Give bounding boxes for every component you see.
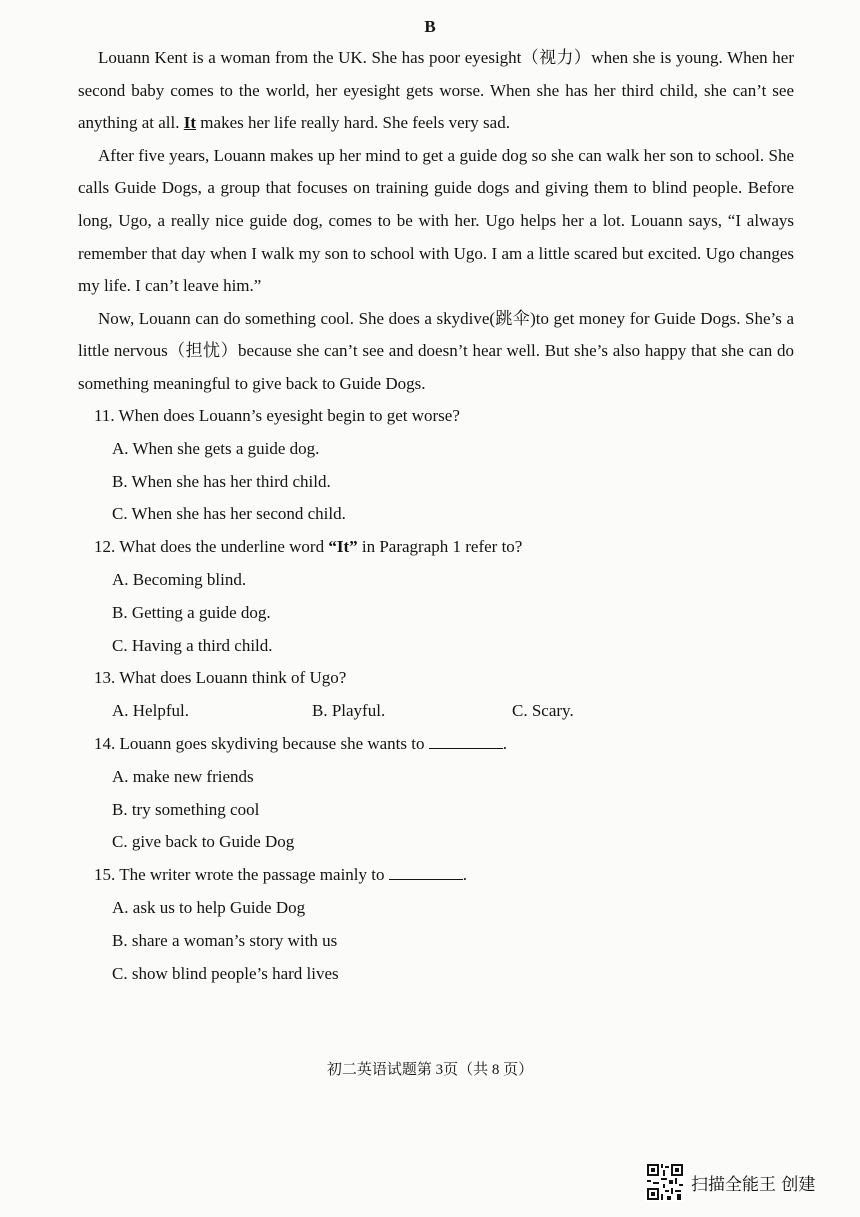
question-11-option-a: A. When she gets a guide dog. <box>112 438 320 458</box>
page-footer: 初二英语试题第 3页（共 8 页） <box>326 1062 534 1078</box>
question-13-option-b: B. Playful. <box>312 701 386 721</box>
question-12-stem <box>94 531 794 564</box>
question-12-option-b: B. Getting a guide dog. <box>112 602 271 622</box>
question-12-option-a: A. Becoming blind. <box>112 569 247 589</box>
paragraph-1-text-b: makes her life really hard. She feels very sad. <box>196 113 510 133</box>
question-15-option-a: A. ask us to help Guide Dog <box>112 897 306 917</box>
question-11-stem: 11. When does Louann’s eyesight begin to get worse? <box>94 406 460 425</box>
question-list <box>94 400 794 990</box>
question-14-option-a: A. make new friends <box>112 766 254 786</box>
paragraph-2: After five years, Louann makes up her mind to get a guide dog so she can walk her son to school. She calls Guide Dogs, a group that focuses on training guide dogs and giving them to blind people. Before long, Ugo, a really nice guide dog, comes to be with her. Ugo helps her a lot. Louann says, “I always remember that day when I walk my son to school with Ugo. I am a little scared but excited. Ugo changes my life. I can’t leave him.” <box>78 145 794 296</box>
reading-passage <box>78 42 794 401</box>
question-13-option-a: A. Helpful. <box>112 701 189 721</box>
question-14-stem-b: . <box>502 733 507 753</box>
paragraph-1 <box>78 42 794 140</box>
question-12-stem-c: in Paragraph 1 refer to? <box>357 537 523 557</box>
paragraph-1-text-a: Louann Kent is a woman from the UK. She has poor eyesight（视力）when she is young. When her second baby comes to the world, her eyesight gets worse. When she has her third child, she can’t see anything at all. <box>78 48 794 133</box>
question-13-stem: 13. What does Louann think of Ugo? <box>94 668 347 688</box>
question-13-options <box>94 695 794 728</box>
question-11-option-c: C. When she has her second child. <box>112 504 346 524</box>
question-12-option-c: C. Having a third child. <box>112 635 273 655</box>
question-15-stem <box>94 859 794 892</box>
question-15-stem-b: . <box>462 865 467 885</box>
paragraph-3: Now, Louann can do something cool. She does a skydive(跳伞)to get money for Guide Dogs. She’s a little nervous（担忧）because she can’t see and doesn’t hear well. But she’s also happy that she can do something meaningful to give back to Guide Dogs. <box>78 308 794 393</box>
question-13-option-c: C. Scary. <box>512 701 574 721</box>
question-14-option-c: C. give back to Guide Dog <box>112 832 295 852</box>
question-14-stem <box>94 728 794 761</box>
question-14-stem-a: 14. Louann goes skydiving because she wants to <box>94 733 429 753</box>
question-12-stem-quote: “It” <box>328 537 358 557</box>
underlined-word-it: It <box>183 113 197 133</box>
scanner-watermark <box>645 1162 815 1202</box>
watermark-text: 扫描全能王 创建 <box>691 1174 816 1195</box>
question-15-option-c: C. show blind people’s hard lives <box>112 963 339 983</box>
section-title: B <box>424 17 436 36</box>
question-14-option-b: B. try something cool <box>112 799 260 819</box>
qr-code-icon <box>645 1162 685 1202</box>
question-11-option-b: B. When she has her third child. <box>112 471 331 491</box>
question-15-stem-a: 15. The writer wrote the passage mainly to <box>94 865 389 885</box>
answer-blank <box>429 734 503 749</box>
question-12-stem-a: 12. What does the underline word <box>94 537 329 557</box>
answer-blank <box>389 865 463 880</box>
question-15-option-b: B. share a woman’s story with us <box>112 930 338 950</box>
